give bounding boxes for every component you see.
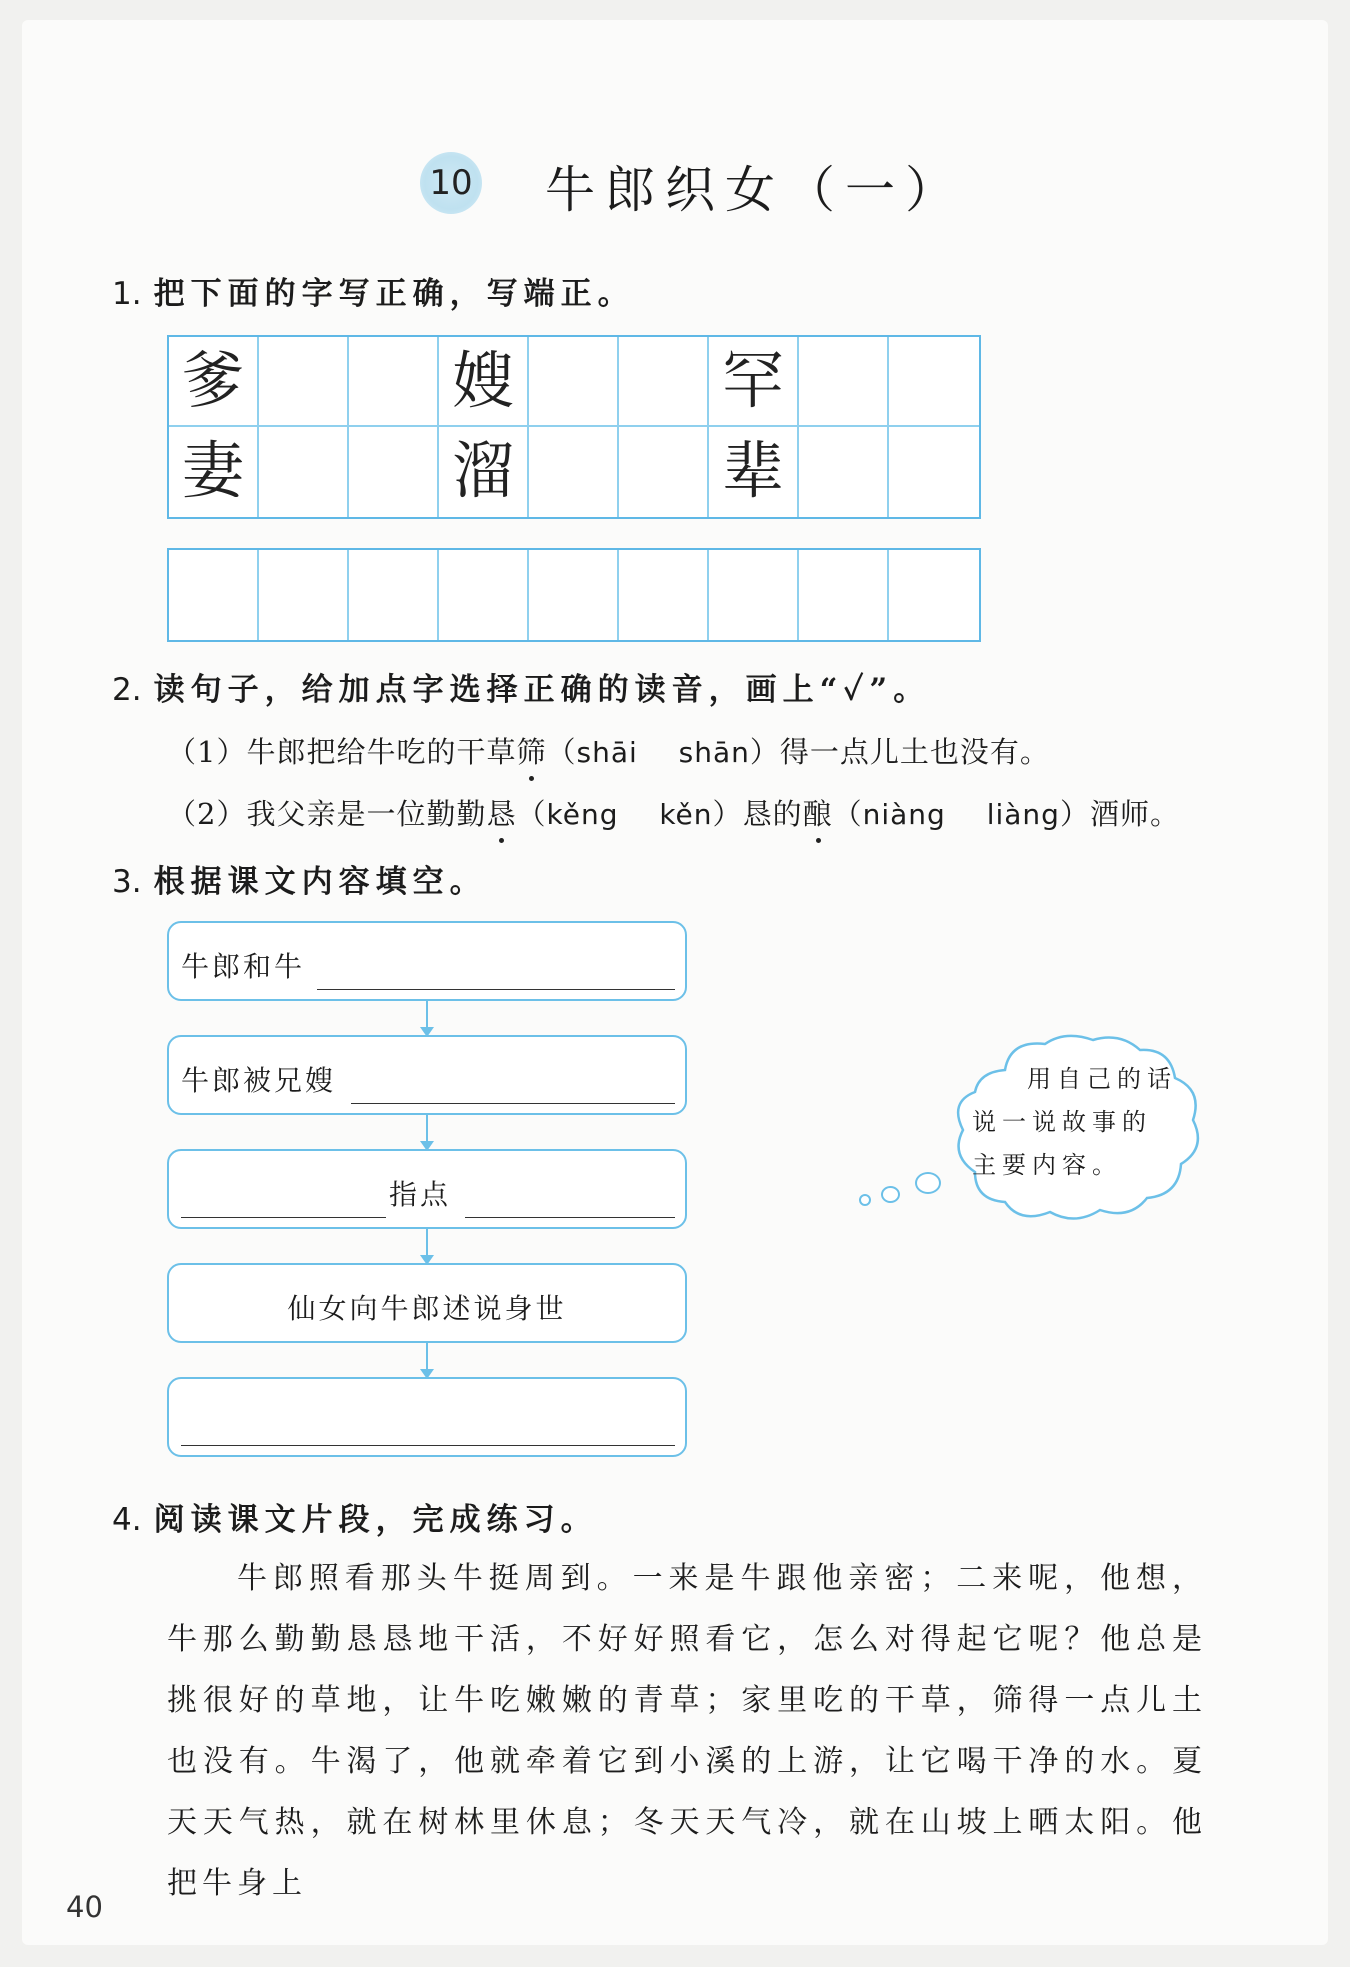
grid-cell[interactable] [259, 550, 349, 640]
grid-cell[interactable] [889, 427, 979, 517]
pinyin-option[interactable]: liàng [986, 798, 1060, 831]
question-prompt: 根据课文内容填空。 [153, 864, 487, 900]
fill-blank[interactable] [181, 1217, 386, 1218]
paren: ） [712, 797, 743, 831]
pinyin-option[interactable]: kěng [546, 798, 619, 831]
question-number: 2. [112, 672, 142, 708]
paren: （ [546, 735, 577, 769]
fill-blank[interactable] [317, 989, 675, 990]
grid-cell[interactable] [709, 550, 799, 640]
bubble-text: 用自己的话说一说故事的主要内容。 [972, 1065, 1177, 1179]
grid-cell[interactable] [349, 427, 439, 517]
lesson-number-badge: 10 [420, 152, 482, 214]
pinyin-option[interactable]: shān [678, 736, 750, 769]
grid-char: 嫂 [439, 337, 529, 427]
bubble-dot [915, 1172, 941, 1194]
grid-cell[interactable] [169, 550, 259, 640]
sentence-index: （2） [167, 797, 247, 831]
question-number: 3. [112, 864, 142, 900]
paren: （ [516, 797, 547, 831]
grid-cell[interactable] [619, 337, 709, 427]
flow-arrow [426, 1229, 428, 1263]
dotted-char: 酿 [802, 797, 833, 831]
grid-char: 爹 [169, 337, 259, 427]
question-number: 4. [112, 1502, 142, 1538]
bubble-dot [859, 1194, 871, 1206]
flow-box-3 [167, 1149, 687, 1229]
flow-arrow [426, 1001, 428, 1035]
sentence-index: （1） [167, 735, 247, 769]
flow-label: 牛郎和牛 [181, 950, 306, 983]
fill-blank[interactable] [351, 1103, 675, 1104]
question-4-heading [112, 1494, 598, 1539]
sentence-1 [167, 730, 1050, 771]
grid-cell[interactable] [799, 550, 889, 640]
bubble-dot [881, 1186, 900, 1203]
grid-char: 罕 [709, 337, 799, 427]
paren: ） [749, 735, 780, 769]
flow-box-4 [167, 1263, 687, 1343]
dotted-char: 筛 [516, 735, 547, 769]
grid-cell[interactable] [619, 550, 709, 640]
question-prompt: 把下面的字写正确，写端正。 [153, 276, 635, 312]
flow-box-1 [167, 921, 687, 1001]
grid-cell[interactable] [619, 427, 709, 517]
question-number: 1. [112, 276, 142, 312]
grid-cell[interactable] [259, 427, 349, 517]
sentence-text: 酒师。 [1089, 797, 1180, 831]
pinyin-option[interactable]: shāi [576, 736, 638, 769]
flow-arrow [426, 1343, 428, 1377]
grid-char: 溜 [439, 427, 529, 517]
flow-box-5 [167, 1377, 687, 1457]
grid-cell[interactable] [439, 550, 529, 640]
dotted-char: 恳 [486, 797, 517, 831]
flow-box-2 [167, 1035, 687, 1115]
pinyin-option[interactable]: kěn [659, 798, 713, 831]
sentence-2 [167, 792, 1180, 833]
grid-cell[interactable] [529, 550, 619, 640]
flow-label: 指点 [389, 1178, 452, 1211]
fill-blank[interactable] [465, 1217, 675, 1218]
paren: ） [1059, 797, 1090, 831]
grid-cell[interactable] [529, 427, 619, 517]
sentence-text: 我父亲是一位勤勤 [246, 797, 487, 831]
question-prompt: 读句子，给加点字选择正确的读音，画上“✓”。 [153, 672, 931, 708]
sentence-text: 恳的 [742, 797, 803, 831]
page-number: 40 [66, 1890, 103, 1924]
flow-arrow [426, 1115, 428, 1149]
grid-cell[interactable] [349, 337, 439, 427]
grid-char: 辈 [709, 427, 799, 517]
writing-grid-upper [167, 335, 981, 519]
lesson-title: 牛郎织女（一） [545, 161, 965, 219]
reading-passage: 牛郎照看那头牛挺周到。一来是牛跟他亲密；二来呢，他想，牛那么勤勤恳恳地干活，不好好照看它，怎么对得起它呢？他总是挑很好的草地，让牛吃嫩嫩的青草；家里吃的干草，筛得一点儿土也没有。牛渴了，他就牵着它到小溪的上游，让它喝干净的水。夏天天气热，就在树林里休息；冬天天气冷，就在山坡上晒太阳。他把牛身上 [167, 1561, 1207, 1901]
paren: （ [832, 797, 863, 831]
grid-cell[interactable] [799, 337, 889, 427]
grid-cell[interactable] [799, 427, 889, 517]
grid-cell[interactable] [889, 550, 979, 640]
flow-label: 牛郎被兄嫂 [181, 1064, 337, 1097]
fill-blank[interactable] [181, 1445, 675, 1446]
pinyin-option[interactable]: niàng [862, 798, 946, 831]
grid-cell[interactable] [889, 337, 979, 427]
grid-char: 妻 [169, 427, 259, 517]
question-prompt: 阅读课文片段，完成练习。 [153, 1502, 598, 1538]
sentence-text: 得一点儿土也没有。 [779, 735, 1050, 769]
grid-cell[interactable] [259, 337, 349, 427]
sentence-text: 牛郎把给牛吃的干草 [246, 735, 517, 769]
grid-cell[interactable] [529, 337, 619, 427]
grid-cell[interactable] [349, 550, 439, 640]
flow-label: 仙女向牛郎述说身世 [287, 1292, 567, 1325]
question-2-heading [112, 664, 930, 709]
writing-grid-lower [167, 548, 981, 642]
question-1-heading [112, 268, 635, 313]
question-3-heading [112, 856, 487, 901]
